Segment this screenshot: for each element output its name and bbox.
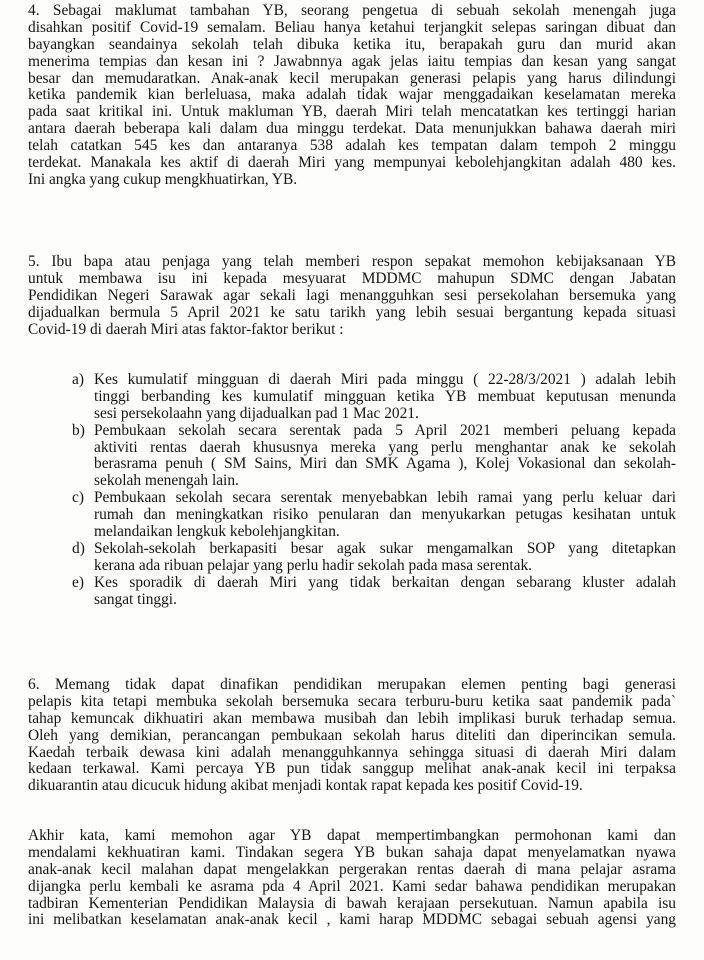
list-marker: d) xyxy=(72,539,85,557)
list-marker: c) xyxy=(72,489,84,507)
list-item-d xyxy=(72,541,676,575)
text-line: Covid-19 di daerah Miri atas faktor-faktor berikut : xyxy=(28,320,344,338)
paragraph-5 xyxy=(28,254,676,338)
text-line: Kes sporadik di daerah Miri yang tidak berkaitan dengan sebarang kluster adalah xyxy=(94,573,676,591)
paragraph-6 xyxy=(28,677,676,795)
list-item-c xyxy=(72,490,676,541)
text-line: ketika pandemik kian berleluasa, maka adalah tidak wajar menggadaikan keselamatan mereka xyxy=(28,86,676,104)
text-line: tadbiran Kementerian Pendidikan Malaysia di bawah kerajaan persekutuan. Namun apabila isu xyxy=(28,894,676,912)
list-marker: a) xyxy=(72,371,84,388)
text-line: pada saat kritikal ini. Untuk makluman YB, daerah Miri telah mencatatkan kes tertinggi harian xyxy=(28,103,676,121)
text-line: ini melibatkan keselamatan anak-anak kecil , kami harap MDDMC sebagai sebuah agensi yang xyxy=(28,911,676,929)
text-line: Sekolah-sekolah berkapasiti besar agak sukar mengamalkan SOP yang ditetapkan xyxy=(94,539,676,557)
text-line: kerana ada ribuan pelajar yang perlu hadir sekolah pada masa serentak. xyxy=(94,556,533,574)
text-line: pelapis kita tetapi membuka sekolah bersemuka secara terburu-buru ketika saat pandemik pada` xyxy=(28,692,676,710)
text-line: aktiviti rentas daerah khususnya mereka yang perlu menghantar anak ke sekolah xyxy=(94,438,676,456)
text-line: untuk membawa isu ini kepada mesyuarat MDDMC mahupun SDMC dengan Jabatan xyxy=(28,269,676,287)
paragraph-4 xyxy=(28,3,676,189)
text-line: Oleh yang demikian, perancangan pembukaan sekolah harus diteliti dan diperincikan semula. xyxy=(28,726,676,744)
closing-paragraph xyxy=(28,828,676,929)
text-line: Ini angka yang cukup mengkhuatirkan, YB. xyxy=(28,170,298,188)
text-line: Pembukaan sekolah secara serentak menyebabkan lebih ramai yang perlu keluar dari xyxy=(94,489,676,507)
text-line: rumah dan meningkatkan risiko penularan dan menyukarkan petugas kesihatan untuk xyxy=(94,506,676,524)
text-line: 6. Memang tidak dapat dinafikan pendidikan merupakan elemen penting bagi generasi xyxy=(28,676,676,693)
text-line: Pendidikan Negeri Sarawak agar sekali lagi menangguhkan sesi persekolahan bersemuka yang xyxy=(28,286,676,304)
text-line: kedaan terkawal. Kami percaya YB pun tidak sanggup melihat anak-anak kecil ini terpaksa xyxy=(28,760,676,778)
text-line: mendalami kekhuatiran kami. Tindakan segera YB bukan sahaja dapat menyelamatkan nyawa xyxy=(28,843,676,861)
text-line: Kes kumulatif mingguan di daerah Miri pada minggu ( 22-28/3/2021 ) adalah lebih xyxy=(94,371,676,388)
list-item-b xyxy=(72,423,676,491)
text-line: Kaedah terbaik dewasa kini adalah menangguhkannya sehingga situasi di daerah Miri dalam xyxy=(28,743,676,761)
text-line: besar dan memudaratkan. Anak-anak kecil merupakan generasi pelapis yang harus dilindungi xyxy=(28,69,676,87)
text-line: disahkan positif Covid-19 semalam. Beliau hanya ketahui terjangkit selepas saringan dibuat dan xyxy=(28,18,676,36)
text-line: sangat tinggi. xyxy=(94,590,177,608)
text-line: antara daerah beberapa kali dalam dua minggu terdekat. Data menunjukkan bahawa daerah miri xyxy=(28,120,676,138)
text-line: tahap kemuncak dikhuatiri akan membawa musibah dan lebih implikasi buruk terhadap semua. xyxy=(28,709,676,727)
text-line: 5. Ibu bapa atau penjaga yang telah memberi respon sepakat memohon kebijaksanaan YB xyxy=(28,253,676,270)
text-line: sesi persekolaahn yang dijadualkan pad 1 Mac 2021. xyxy=(94,404,419,422)
text-line: Akhir kata, kami memohon agar YB dapat mempertimbangkan permohonan kami dan xyxy=(28,827,676,844)
list-item-a xyxy=(72,372,676,423)
list-marker: b) xyxy=(72,421,85,439)
text-line: terdekat. Manakala kes aktif di daerah Miri yang mempunyai kebolehjangkitan adalah 480 kes. xyxy=(28,154,676,172)
text-line: bayangkan seandainya sekolah telah dibuka ketika itu, berapakah guru dan murid akan xyxy=(28,35,676,53)
text-line: dijadualkan bermula 5 April 2021 ke satu tarikh yang lebih sesuai bergantung kepada situasi xyxy=(28,303,676,321)
text-line: berasrama penuh ( SM Sains, Miri dan SMK Agama ), Kolej Vokasional dan sekolah- xyxy=(94,455,676,473)
text-line: dijangka perlu kembali ke asrama pda 4 April 2021. Kami sedar bahawa pendidikan merupakan xyxy=(28,877,676,895)
text-line: sekolah menengah lain. xyxy=(94,472,239,490)
text-line: melandaikan lengkuk kebolehjangkitan. xyxy=(94,523,340,541)
text-line: Pembukaan sekolah secara serentak pada 5 April 2021 memberi peluang kepada xyxy=(94,421,676,439)
factor-list xyxy=(72,372,676,608)
text-line: menerima tempias dan kesan ini ? Jawabnnya agak jelas iaitu tempias dan kesan yang sangat xyxy=(28,52,676,70)
text-line: telah catatkan 545 kes dan antaranya 538 adalah kes tempatan dalam tempoh 2 minggu xyxy=(28,137,676,155)
text-line: 4. Sebagai maklumat tambahan YB, seorang pengetua di sebuah sekolah menengah juga xyxy=(28,2,676,19)
list-item-e xyxy=(72,575,676,609)
list-marker: e) xyxy=(72,573,84,591)
text-line: anak-anak kecil malahan dapat mengelakkan pergerakan rentas daerah di mana pelajar asrama xyxy=(28,860,676,878)
text-line: dikuarantin atau dicucuk hidung akibat menjadi kontak rapat kepada kes positif Covid-19. xyxy=(28,777,583,795)
text-line: tinggi berbanding kes kumulatif mingguan ketika YB membuat keputusan menunda xyxy=(94,387,676,405)
